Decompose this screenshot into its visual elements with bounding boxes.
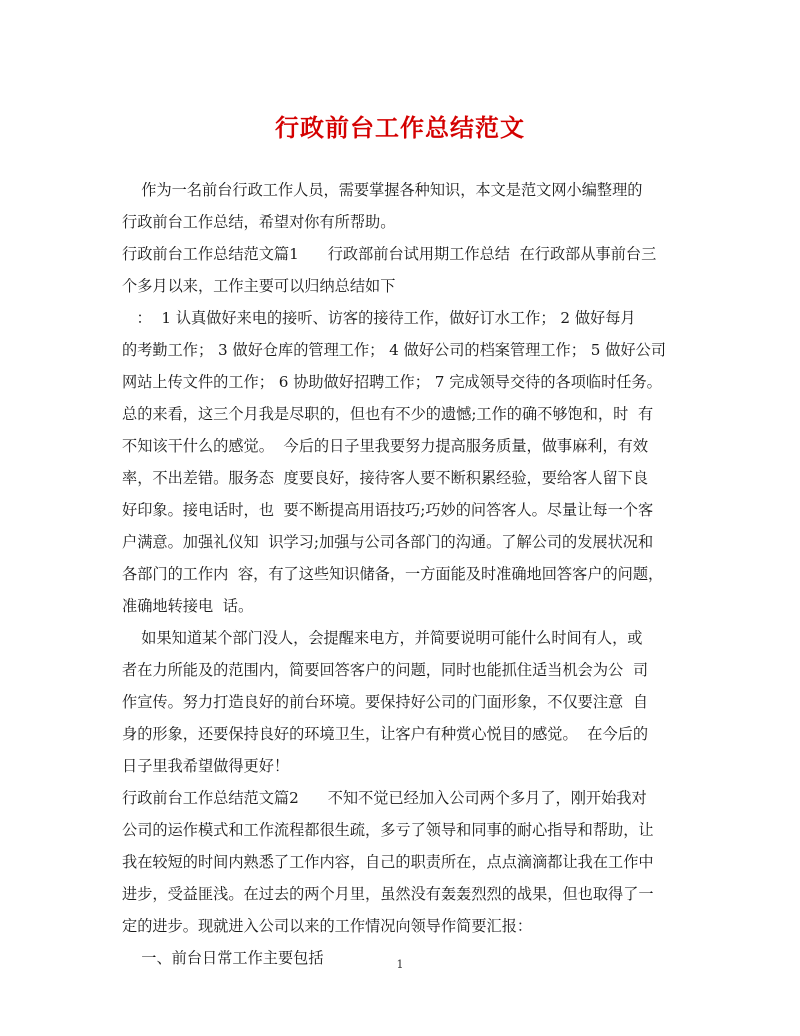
text-line: 行政前台工作总结，希望对你有所帮助。	[122, 213, 396, 231]
text-line: ： 1 认真做好来电的接听、访客的接待工作，做好订水工作； 2 做好每月	[122, 309, 636, 327]
text-line: 身的形象，还要保持良好的环境卫生，让客户有种赏心悦目的感觉。 在今后的	[122, 725, 649, 743]
text-line: 个多月以来，工作主要可以归纳总结如下	[122, 277, 396, 295]
text-line: 者在力所能及的范围内，简要回答客户的问题，同时也能抓住适当机会为公 司	[122, 661, 649, 679]
text-line: 率，不出差错。服务态 度要良好，接待客人要不断积累经验，要给客人留下良	[122, 469, 649, 487]
text-line: 行政前台工作总结范文篇1 行政部前台试用期工作总结 在行政部从事前台三	[122, 245, 657, 263]
text-line: 公司的运作模式和工作流程都很生疏，多亏了领导和同事的耐心指导和帮助，让	[122, 821, 654, 839]
text-line: 好印象。接电话时，也 要不断提高用语技巧;巧妙的问答客人。尽量让每一个客	[122, 501, 654, 519]
text-line: 作为一名前台行政工作人员，需要掌握各种知识，本文是范文网小编整理的	[122, 181, 643, 199]
text-line: 如果知道某个部门没人，会提醒来电方，并简要说明可能什么时间有人，或	[122, 629, 643, 647]
text-line: 进步，受益匪浅。在过去的两个月里，虽然没有轰轰烈烈的战果，但也取得了一	[122, 885, 654, 903]
document-title: 行政前台工作总结范文	[275, 113, 525, 142]
text-line: 不知该干什么的感觉。 今后的日子里我要努力提高服务质量，做事麻利，有效	[122, 437, 649, 455]
document-body	[122, 174, 678, 974]
text-line: 准确地转接电 话。	[122, 597, 254, 615]
text-line: 户满意。加强礼仪知 识学习;加强与公司各部门的沟通。了解公司的发展状况和	[122, 533, 654, 551]
text-line: 各部门的工作内 容，有了这些知识储备，一方面能及时准确地回答客户的问题，	[122, 565, 664, 583]
text-line: 定的进步。现就进入公司以来的工作情况向领导作简要汇报：	[122, 917, 533, 935]
text-line: 网站上传文件的工作； 6 协助做好招聘工作； 7 完成领导交待的各项临时任务。	[122, 373, 662, 391]
text-line: 总的来看，这三个月我是尽职的，但也有不少的遗憾;工作的确不够饱和，时 有	[122, 405, 654, 423]
text-line: 作宣传。努力打造良好的前台环境。要保持好公司的门面形象，不仅要注意 自	[122, 693, 649, 711]
text-line: 一、前台日常工作主要包括	[122, 949, 324, 967]
text-line: 日子里我希望做得更好！	[122, 757, 290, 775]
text-line: 的考勤工作； 3 做好仓库的管理工作； 4 做好公司的档案管理工作； 5 做好公司	[122, 341, 666, 359]
text-line: 我在较短的时间内熟悉了工作内容，自己的职责所在，点点滴滴都让我在工作中	[122, 853, 654, 871]
text-line: 行政前台工作总结范文篇2 不知不觉已经加入公司两个多月了，刚开始我对	[122, 789, 647, 807]
page-number: 1	[396, 958, 404, 971]
